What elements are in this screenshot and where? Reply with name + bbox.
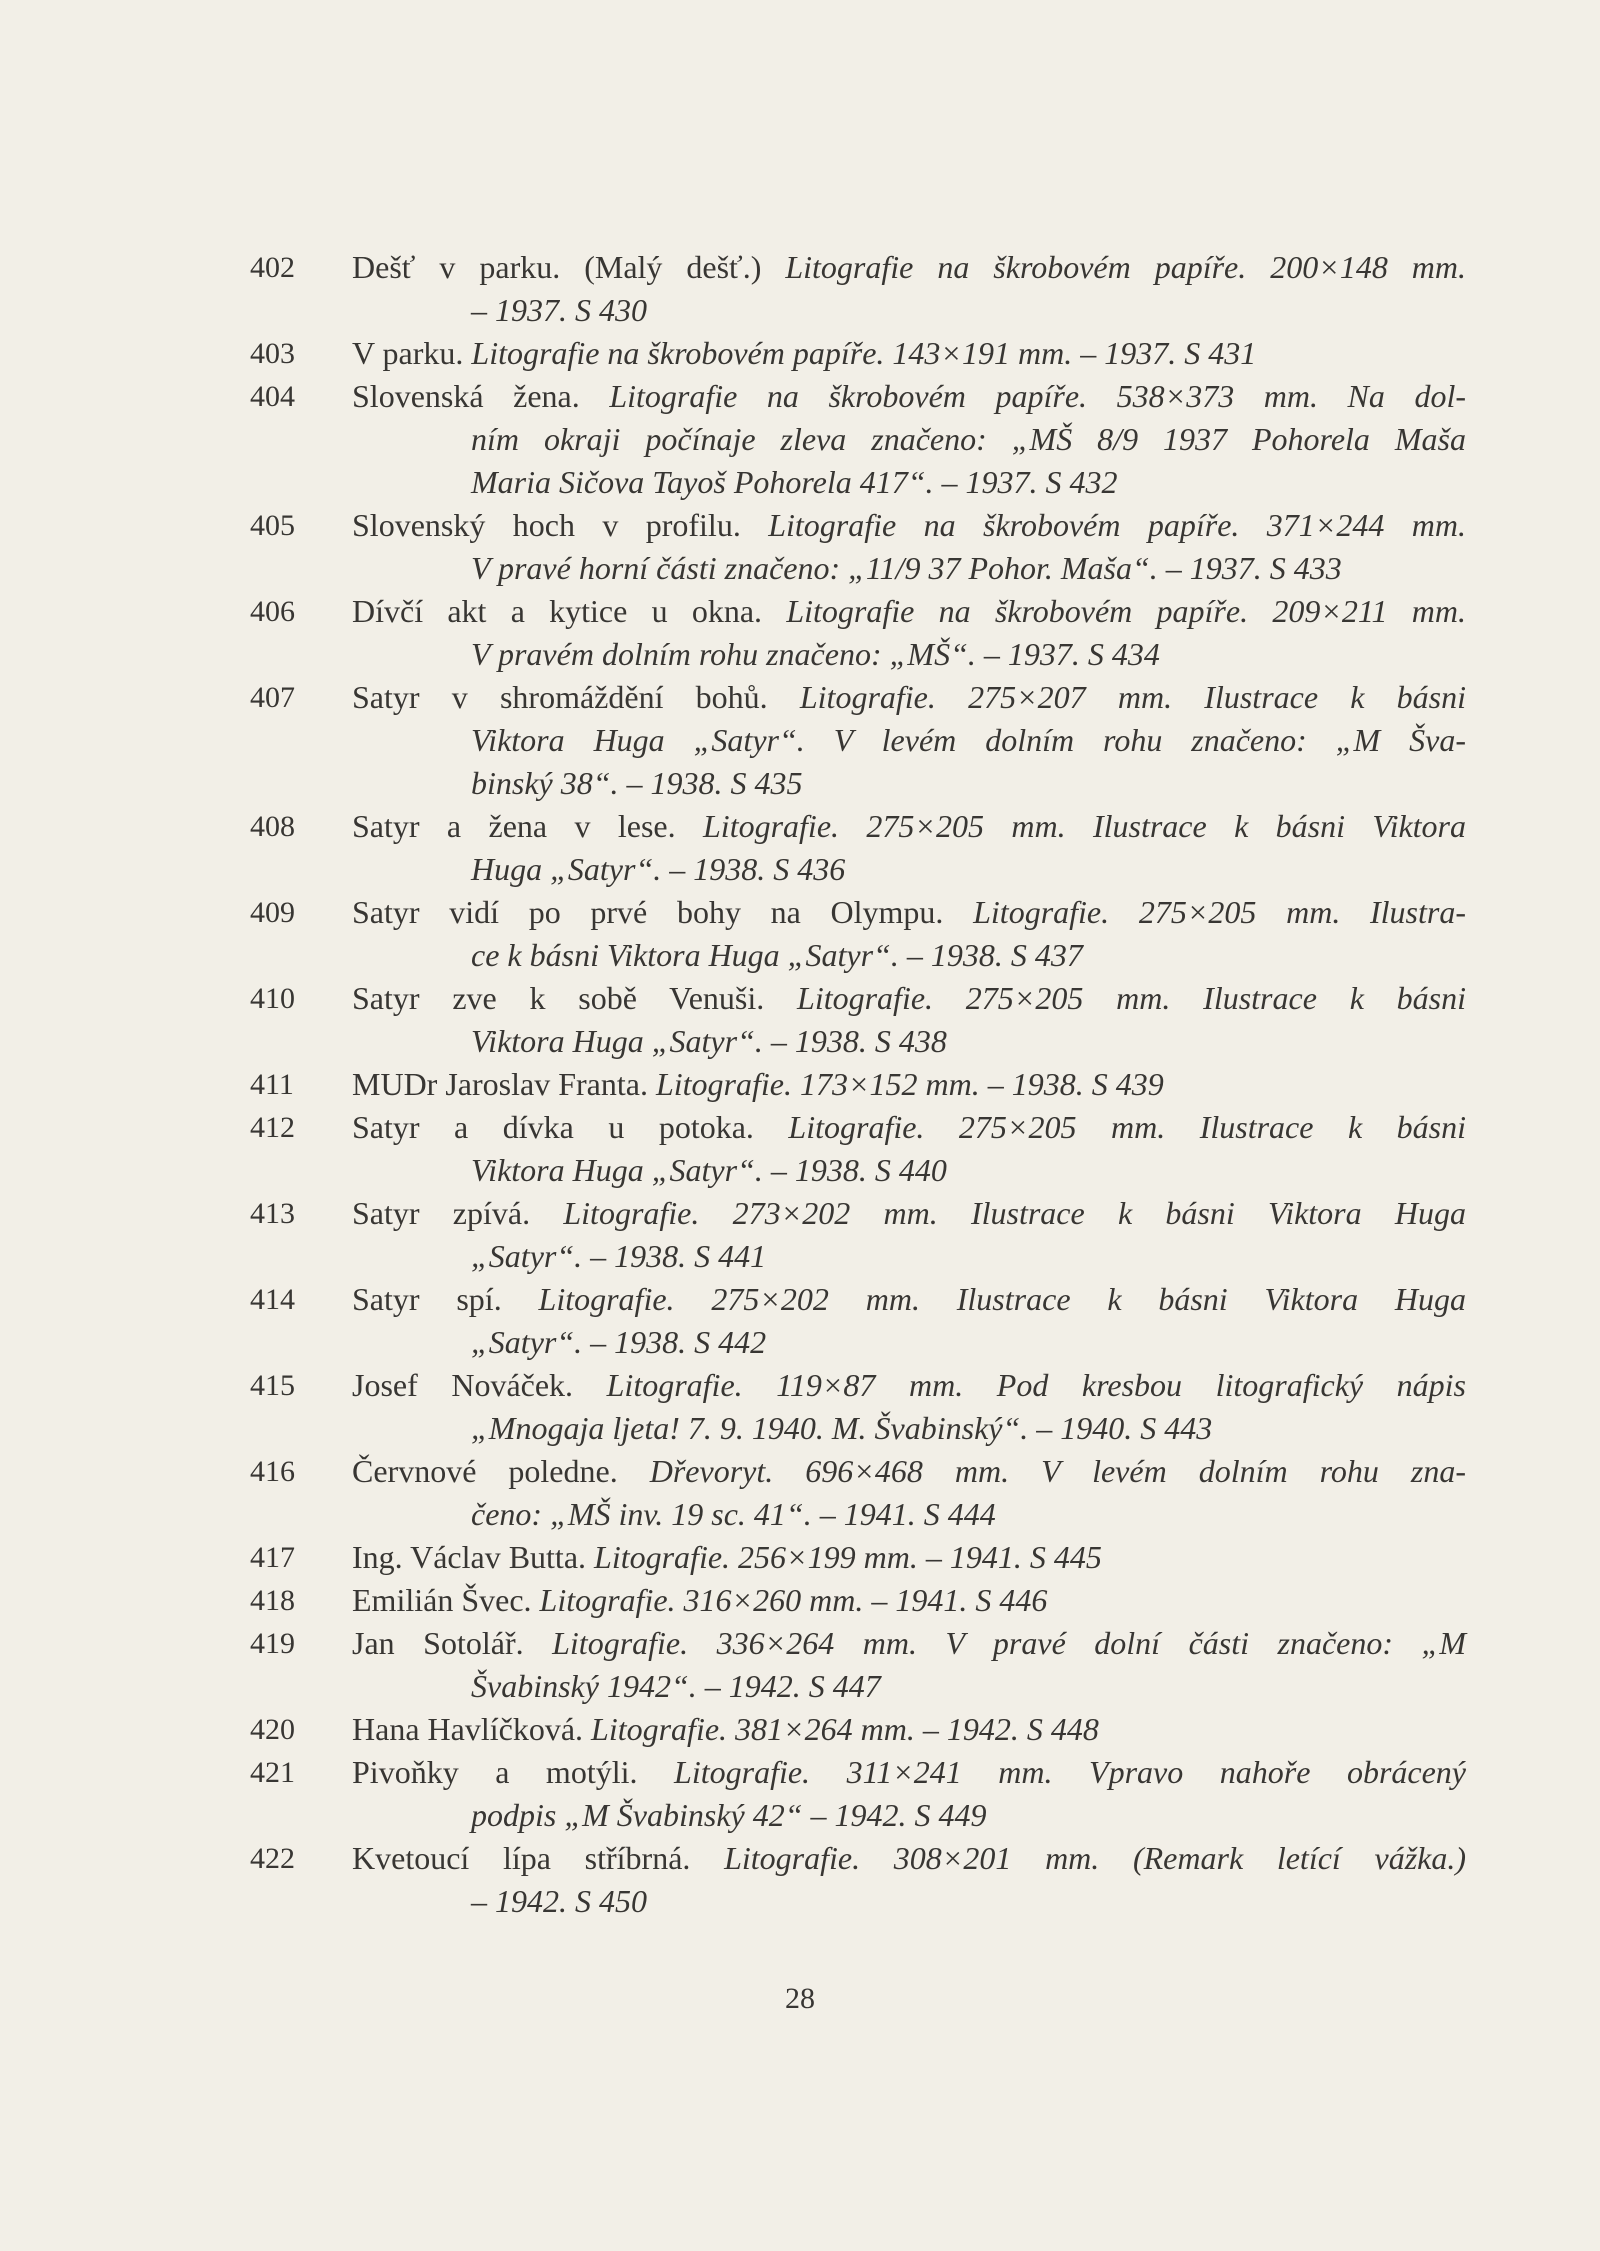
catalogue-entry — [250, 1536, 1466, 1579]
entry-description: Litografie na škrobovém papíře. 200×148 mm. — [785, 249, 1467, 285]
entry-line — [352, 1063, 1466, 1106]
entry-line — [471, 1321, 1466, 1364]
entry-description: ce k básni Viktora Huga „Satyr“. – 1938. S 437 — [471, 937, 1083, 973]
entry-line — [352, 590, 1466, 633]
entry-number: 412 — [250, 1111, 295, 1144]
entry-line — [471, 934, 1466, 977]
entry-line — [352, 1579, 1466, 1622]
entry-line — [471, 1794, 1466, 1837]
entry-line — [352, 977, 1466, 1020]
entry-description: Litografie. 336×264 mm. V pravé dolní části značeno: „M — [552, 1625, 1467, 1661]
entry-title: V parku. — [352, 335, 472, 371]
entry-description: V pravé horní části značeno: „11/9 37 Pohor. Maša“. – 1937. S 433 — [471, 550, 1342, 586]
entry-title: Satyr vidí po prvé bohy na Olympu. — [352, 894, 974, 930]
entry-number: 419 — [250, 1627, 295, 1660]
entry-title: Satyr zpívá. — [352, 1195, 564, 1231]
entry-description: „Satyr“. – 1938. S 441 — [471, 1238, 767, 1274]
catalogue-entry — [250, 1364, 1466, 1450]
entry-number: 416 — [250, 1455, 295, 1488]
catalogue-entry — [250, 1837, 1466, 1923]
entry-line — [352, 332, 1466, 375]
entry-description: Litografie. 173×152 mm. – 1938. S 439 — [655, 1066, 1164, 1102]
entry-number: 408 — [250, 810, 295, 843]
catalogue-entry — [250, 1278, 1466, 1364]
catalogue-entry — [250, 676, 1466, 805]
entry-number: 405 — [250, 509, 295, 542]
entry-description: binský 38“. – 1938. S 435 — [471, 765, 803, 801]
entry-number: 415 — [250, 1369, 295, 1402]
entry-description: – 1942. S 450 — [471, 1883, 647, 1919]
entry-title: Satyr spí. — [352, 1281, 539, 1317]
catalogue-entry — [250, 1708, 1466, 1751]
entry-description: Litografie na škrobovém papíře. 143×191 mm. – 1937. S 431 — [471, 335, 1257, 371]
catalogue-entry — [250, 805, 1466, 891]
entry-description: Viktora Huga „Satyr“. V levém dolním rohu značeno: „M Šva- — [471, 722, 1466, 758]
entry-description: V pravém dolním rohu značeno: „MŠ“. – 1937. S 434 — [471, 636, 1160, 672]
entry-title: MUDr Jaroslav Franta. — [352, 1066, 656, 1102]
entry-line — [352, 1536, 1466, 1579]
entry-line — [352, 1364, 1466, 1407]
catalogue-entry — [250, 1106, 1466, 1192]
entry-line — [352, 1751, 1466, 1794]
entry-description: čeno: „MŠ inv. 19 sc. 41“. – 1941. S 444 — [471, 1496, 996, 1532]
catalogue-entry — [250, 891, 1466, 977]
entry-line — [352, 805, 1466, 848]
entry-title: Satyr a dívka u potoka. — [352, 1109, 789, 1145]
entry-description: Huga „Satyr“. – 1938. S 436 — [471, 851, 846, 887]
entry-description: Litografie. 275×202 mm. Ilustrace k básni Viktora Huga — [538, 1281, 1467, 1317]
entry-description: Dřevoryt. 696×468 mm. V levém dolním rohu zna- — [649, 1453, 1467, 1489]
entry-number: 422 — [250, 1842, 295, 1875]
catalogue-entry — [250, 1450, 1466, 1536]
entry-description: Viktora Huga „Satyr“. – 1938. S 438 — [471, 1023, 947, 1059]
entry-title: Satyr a žena v lese. — [352, 808, 703, 844]
entry-number: 407 — [250, 681, 295, 714]
entry-line — [471, 762, 1466, 805]
catalogue-entry — [250, 1751, 1466, 1837]
entry-description: Litografie. 311×241 mm. Vpravo nahoře obrácený — [674, 1754, 1467, 1790]
entry-title: Dívčí akt a kytice u okna. — [352, 593, 787, 629]
entry-line — [471, 1407, 1466, 1450]
entry-line — [471, 848, 1466, 891]
entry-title: Satyr zve k sobě Venuši. — [352, 980, 798, 1016]
catalogue-entry — [250, 1192, 1466, 1278]
entry-number: 403 — [250, 337, 295, 370]
entry-description: Švabinský 1942“. – 1942. S 447 — [471, 1668, 881, 1704]
entry-description: Litografie. 316×260 mm. – 1941. S 446 — [539, 1582, 1048, 1618]
entry-number: 410 — [250, 982, 295, 1015]
entry-description: Litografie na škrobovém papíře. 371×244 mm. — [768, 507, 1467, 543]
entry-description: Litografie. 275×205 mm. Ilustrace k básni Viktora — [703, 808, 1467, 844]
entry-description: Litografie. 275×205 mm. Ilustra- — [973, 894, 1467, 930]
entry-description: Maria Sičova Tayoš Pohorela 417“. – 1937. S 432 — [471, 464, 1118, 500]
entry-number: 421 — [250, 1756, 295, 1789]
entry-line — [471, 1235, 1466, 1278]
entry-line — [471, 1665, 1466, 1708]
entry-number: 417 — [250, 1541, 295, 1574]
entry-line — [352, 1837, 1466, 1880]
entry-description: Litografie. 381×264 mm. – 1942. S 448 — [591, 1711, 1099, 1747]
entry-description: Litografie. 308×201 mm. (Remark letící vážka.) — [724, 1840, 1467, 1876]
entry-number: 411 — [250, 1068, 294, 1101]
entry-title: Dešť v parku. (Malý dešť.) — [352, 249, 786, 285]
entry-line — [352, 1192, 1466, 1235]
entry-number: 413 — [250, 1197, 295, 1230]
catalogue-entry — [250, 375, 1466, 504]
entry-title: Slovenská žena. — [352, 378, 610, 414]
entry-description: Litografie. 119×87 mm. Pod kresbou litografický nápis — [606, 1367, 1467, 1403]
entry-number: 409 — [250, 896, 295, 929]
entry-description: ním okraji počínaje zleva značeno: „MŠ 8/9 1937 Pohorela Maša — [471, 421, 1466, 457]
page-number: 28 — [785, 1982, 815, 2015]
entry-line — [352, 1708, 1466, 1751]
entry-line — [471, 719, 1466, 762]
entry-description: – 1937. S 430 — [471, 292, 647, 328]
entry-number: 418 — [250, 1584, 295, 1617]
entry-line — [352, 676, 1466, 719]
entry-description: Litografie na škrobovém papíře. 209×211 mm. — [786, 593, 1467, 629]
entry-line — [471, 1149, 1466, 1192]
entry-description: „Satyr“. – 1938. S 442 — [471, 1324, 767, 1360]
entry-title: Josef Nováček. — [352, 1367, 607, 1403]
entry-line — [352, 891, 1466, 934]
entry-number: 420 — [250, 1713, 295, 1746]
entry-description: „Mnogaja ljeta! 7. 9. 1940. M. Švabinský“. – 1940. S 443 — [471, 1410, 1213, 1446]
entry-title: Satyr v shromáždění bohů. — [352, 679, 800, 715]
entry-line — [471, 289, 1466, 332]
catalogue-entry — [250, 504, 1466, 590]
entry-description: Litografie. 275×205 mm. Ilustrace k básni — [788, 1109, 1466, 1145]
entry-line — [352, 504, 1466, 547]
entry-number: 402 — [250, 251, 295, 284]
entry-title: Pivoňky a motýli. — [352, 1754, 675, 1790]
catalogue-entry — [250, 977, 1466, 1063]
entry-line — [352, 375, 1466, 418]
entry-line — [471, 1493, 1466, 1536]
entry-line — [471, 633, 1466, 676]
entry-title: Červnové poledne. — [352, 1453, 650, 1489]
entry-line — [352, 1106, 1466, 1149]
entry-line — [352, 1450, 1466, 1493]
entry-number: 404 — [250, 380, 295, 413]
catalogue-entry — [250, 1579, 1466, 1622]
entry-line — [471, 461, 1466, 504]
entry-title: Emilián Švec. — [352, 1582, 540, 1618]
entry-description: Litografie. 275×205 mm. Ilustrace k básni — [797, 980, 1467, 1016]
entry-title: Hana Havlíčková. — [352, 1711, 592, 1747]
catalogue-entries — [250, 246, 1466, 1923]
entry-description: podpis „M Švabinský 42“ – 1942. S 449 — [471, 1797, 987, 1833]
catalogue-entry — [250, 246, 1466, 332]
entry-number: 406 — [250, 595, 295, 628]
entry-number: 414 — [250, 1283, 295, 1316]
entry-description: Litografie. 256×199 mm. – 1941. S 445 — [594, 1539, 1102, 1575]
entry-description: Litografie. 273×202 mm. Ilustrace k básni Viktora Huga — [563, 1195, 1467, 1231]
entry-line — [471, 547, 1466, 590]
entry-title: Ing. Václav Butta. — [352, 1539, 595, 1575]
entry-line — [471, 1880, 1466, 1923]
entry-description: Litografie na škrobovém papíře. 538×373 mm. Na dol- — [609, 378, 1467, 414]
catalogue-entry — [250, 590, 1466, 676]
entry-description: Litografie. 275×207 mm. Ilustrace k básni — [799, 679, 1466, 715]
entry-title: Jan Sotolář. — [352, 1625, 553, 1661]
entry-line — [352, 246, 1466, 289]
entry-description: Viktora Huga „Satyr“. – 1938. S 440 — [471, 1152, 947, 1188]
entry-line — [352, 1278, 1466, 1321]
entry-line — [471, 1020, 1466, 1063]
entry-title: Slovenský hoch v profilu. — [352, 507, 769, 543]
catalogue-entry — [250, 1622, 1466, 1708]
entry-line — [471, 418, 1466, 461]
entry-line — [352, 1622, 1466, 1665]
catalogue-entry — [250, 332, 1466, 375]
entry-title: Kvetoucí lípa stříbrná. — [352, 1840, 725, 1876]
catalogue-entry — [250, 1063, 1466, 1106]
